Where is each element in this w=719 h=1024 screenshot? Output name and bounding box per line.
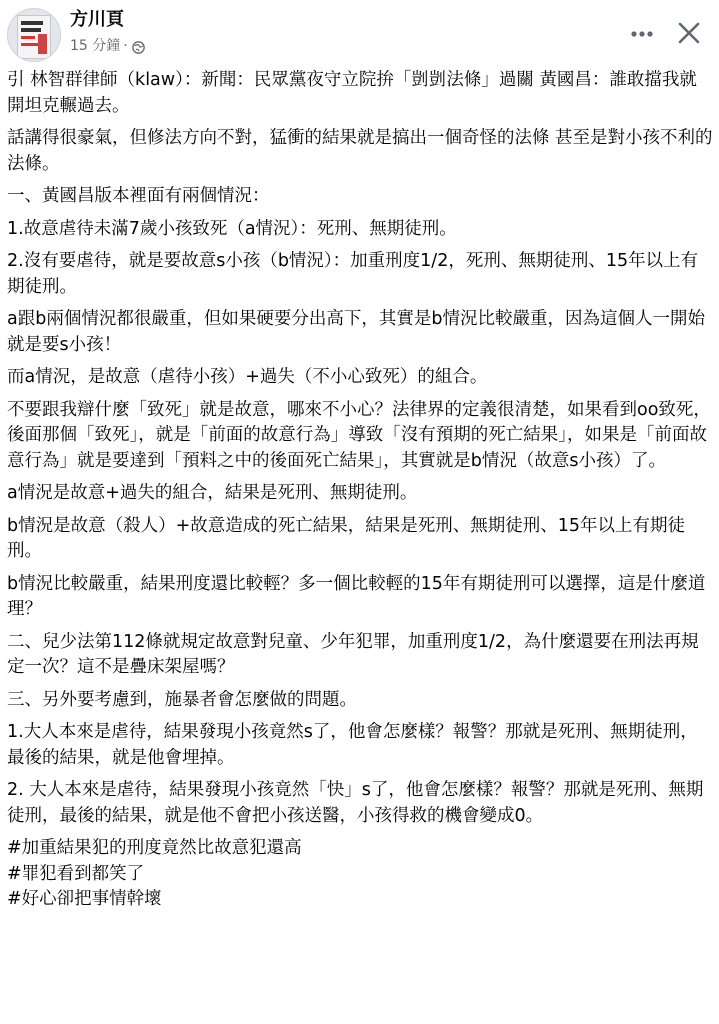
globe-icon[interactable]: [132, 40, 145, 53]
post-paragraph: 引 林智群律師（klaw）：新聞：民眾黨夜守立院拚「剴剴法條」過關 黃國昌：誰敢擋我就開坦克輾過去。: [7, 70, 697, 116]
post-paragraph: 不要跟我辯什麼「致死」就是故意，哪來不小心？法律界的定義很清楚，如果看到oo致死，後面那個「致死」，就是「前面的故意行為」導致「沒有預期的死亡結果」，如果是「前面故意行為」就是要達到「預料之中的後面死亡結果」，其實就是b情況（故意s小孩）了。: [7, 399, 711, 471]
post-paragraph: 2.沒有要虐待，就是要故意s小孩（b情況）：加重刑度1/2，死刑、無期徒刑、15年以上有期徒刑。: [7, 251, 699, 297]
post-paragraph: 話講得很豪氣，但修法方向不對，猛衝的結果就是搞出一個奇怪的法條 甚至是對小孩不利的法條。: [7, 128, 713, 174]
post-paragraph: 1.大人本來是虐待，結果發現小孩竟然s了，他會怎麼樣？報警？那就是死刑、無期徒刑，最後的結果，就是他會埋掉。: [7, 722, 698, 768]
post-header: [0, 0, 719, 70]
meta-separator: ·: [123, 38, 128, 54]
post-timestamp[interactable]: 15 分鐘: [70, 38, 121, 54]
post-paragraph: 二、兒少法第112條就規定故意對兒童、少年犯罪，加重刑度1/2，為什麼還要在刑法再規定一次？這不是疊床架屋嗎？: [7, 631, 699, 677]
post-paragraph: 而a情況，是故意（虐待小孩）+過失（不小心致死）的組合。: [7, 367, 488, 387]
more-horizontal-icon[interactable]: [626, 18, 658, 50]
post-paragraph: b情況是故意（殺人）+故意造成的死亡結果，結果是死刑、無期徒刑、15年以上有期徒刑。: [7, 515, 686, 561]
book-cover-avatar: [17, 15, 51, 59]
post-paragraph: 1.故意虐待未滿7歲小孩致死（a情況）：死刑、無期徒刑。: [7, 218, 457, 239]
page-avatar[interactable]: [7, 8, 61, 62]
page-name[interactable]: 方川頁: [70, 9, 124, 30]
post-paragraph: 一、黃國昌版本裡面有兩個情況：: [7, 186, 270, 206]
post-paragraph: b情況比較嚴重，結果刑度還比較輕？多一個比較輕的15年有期徒刑可以選擇，這是什麼道理？: [7, 573, 706, 619]
post-paragraph: 2. 大人本來是虐待，結果發現小孩竟然「快」s了，他會怎麼樣？報警？那就是死刑、無期徒刑，最後的結果，就是他不會把小孩送醫，小孩得救的機會變成0。: [7, 780, 704, 826]
hashtag-link[interactable]: #好心卻把事情幹壞: [7, 889, 162, 909]
hashtag-link[interactable]: #罪犯看到都笑了: [7, 863, 145, 884]
close-icon[interactable]: [672, 16, 706, 50]
post-body: [7, 68, 713, 913]
post-meta: [70, 36, 145, 56]
post-paragraph: a情況是故意+過失的組合，結果是死刑、無期徒刑。: [7, 483, 418, 503]
post-paragraph: 三、另外要考慮到，施暴者會怎麼做的問題。: [7, 689, 357, 710]
post-paragraph: a跟b兩個情況都很嚴重，但如果硬要分出高下，其實是b情況比較嚴重，因為這個人一開始就是要s小孩！: [7, 309, 705, 355]
hashtag-link[interactable]: #加重結果犯的刑度竟然比故意犯還高: [7, 838, 302, 858]
